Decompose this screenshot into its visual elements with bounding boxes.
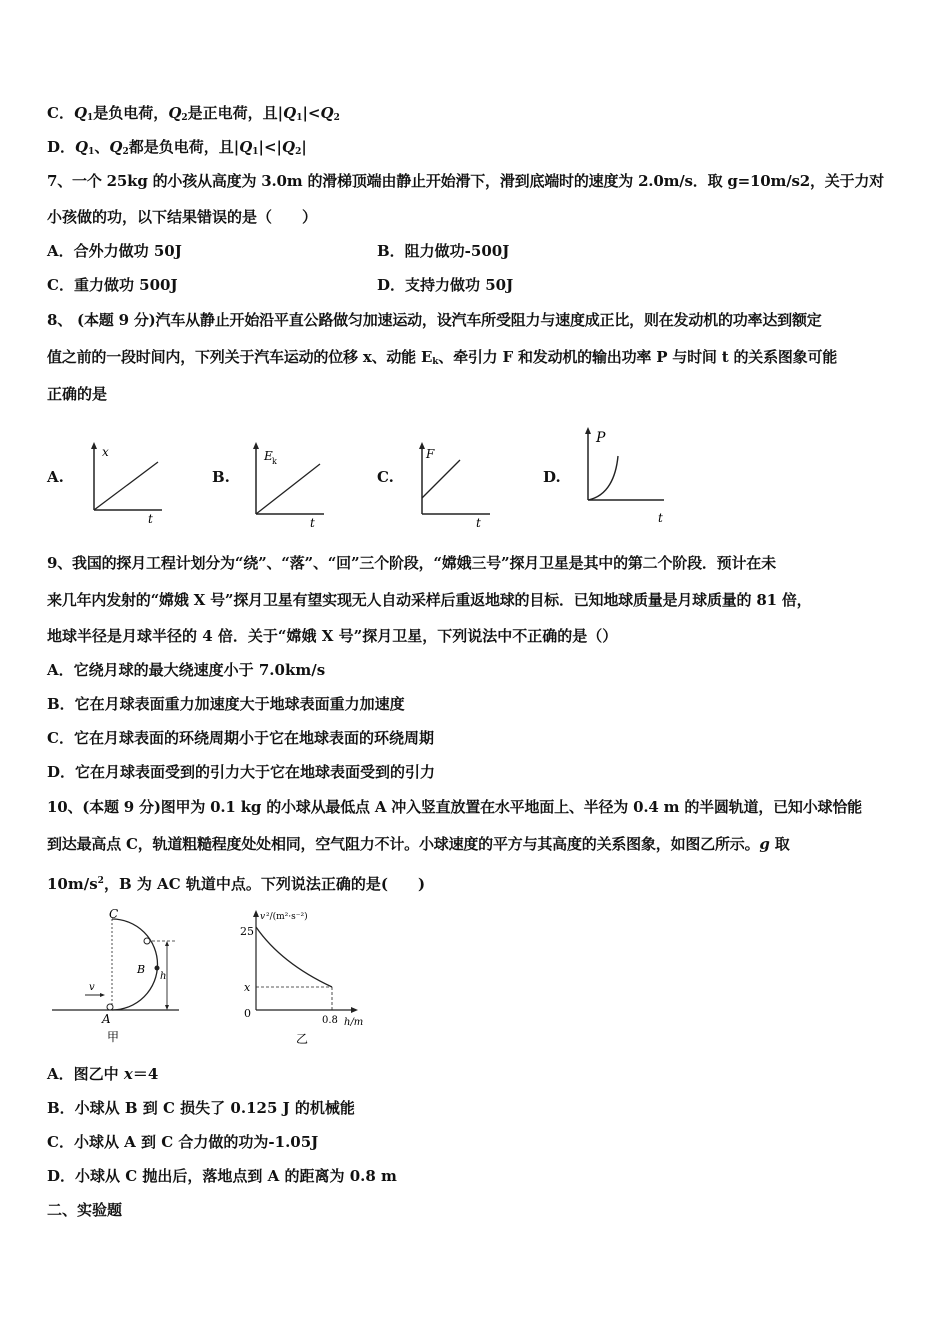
q10-yi-yunit: ²/(m²·s⁻²) xyxy=(266,912,308,922)
q8-graph-c-label: C. xyxy=(377,468,394,486)
q10-yi-ylabel: v xyxy=(260,912,266,922)
q6-option-d: D．$Q_1$、$Q_2$都是负电荷，且$|Q_1|<|Q_2|$ xyxy=(47,138,307,157)
q8-graph-d-xlabel: t xyxy=(658,511,663,525)
q8-graph-d-ylabel: P xyxy=(596,430,606,446)
q10-jia-caption: 甲 xyxy=(107,1030,120,1044)
q9-option-d: D．它在月球表面受到的引力大于它在地球表面受到的引力 xyxy=(47,763,436,781)
q10-stem-line3: $10m/s^2$，B 为 AC 轨道中点。下列说法正确的是( ) xyxy=(47,875,426,893)
q10-figure-yi xyxy=(232,905,382,1047)
q9-stem-line1: 9、我国的探月工程计划分为“绕”、“落”、“回”三个阶段，“嫦娥三号”探月卫星是其中的第二个阶段．预计在未 xyxy=(47,554,776,572)
q8-graph-b-ysub: k xyxy=(272,457,277,466)
q8-graph-c-xlabel: t xyxy=(476,516,481,530)
q10-stem-line1: 10、(本题 9 分)图甲为 0.1 kg 的小球从最低点 A 冲入竖直放置在水平地面上、半径为 0.4 m 的半圆轨道，已知小球恰能 xyxy=(47,798,862,816)
q10-jia-label-a: A xyxy=(102,1012,111,1026)
q8-graph-b xyxy=(244,440,334,530)
q10-jia-label-c: C xyxy=(109,907,119,921)
q9-option-c: C．它在月球表面的环绕周期小于它在地球表面的环绕周期 xyxy=(47,729,434,747)
q10-yi-tick-x: x xyxy=(244,981,251,994)
q8-stem-line2: 值之前的一段时间内，下列关于汽车运动的位移 x、动能 $E_k$、牵引力 F 和发动机的输出功率 P 与时间 t 的关系图象可能 xyxy=(47,348,838,367)
q7-option-a: A．合外力做功 50J xyxy=(47,242,182,260)
q8-graph-a-xlabel: t xyxy=(148,512,153,526)
q8-graph-b-label: B. xyxy=(212,468,230,486)
q10-option-b: B．小球从 B 到 C 损失了 0.125 J 的机械能 xyxy=(47,1099,355,1117)
q6-option-c: C．$Q_1$是负电荷，$Q_2$是正电荷，且$|Q_1|<Q_2$ xyxy=(47,104,340,123)
q9-option-b: B．它在月球表面重力加速度大于地球表面重力加速度 xyxy=(47,695,405,713)
q10-yi-tick-25: 25 xyxy=(240,925,254,938)
q8-graph-a xyxy=(82,440,172,528)
q8-graph-a-ylabel: x xyxy=(102,445,109,459)
q7-option-d: D．支持力做功 50J xyxy=(377,276,514,294)
q7-option-c: C．重力做功 500J xyxy=(47,276,178,294)
q10-yi-caption: 乙 xyxy=(296,1032,309,1046)
q8-stem-line3: 正确的是 xyxy=(47,385,108,403)
q8-graph-b-ylabel: E xyxy=(264,449,273,463)
q10-figure-jia xyxy=(47,905,197,1047)
q8-graph-a-label: A. xyxy=(47,468,64,486)
q10-jia-label-v: v xyxy=(89,982,95,993)
q8-graph-b-xlabel: t xyxy=(310,516,315,530)
section-heading: 二、实验题 xyxy=(47,1201,123,1219)
q10-jia-label-b: B xyxy=(137,963,146,976)
q8-graph-c-ylabel: F xyxy=(426,447,435,461)
q9-stem-line3: 地球半径是月球半径的 4 倍．关于“嫦娥 X 号”探月卫星，下列说法中不正确的是（） xyxy=(47,627,618,645)
q10-option-d: D．小球从 C 抛出后，落地点到 A 的距离为 0.8 m xyxy=(47,1167,397,1185)
q8-stem-line1: 8、 (本题 9 分)汽车从静止开始沿平直公路做匀加速运动，设汽车所受阻力与速度成正比，则在发动机的功率达到额定 xyxy=(47,311,822,329)
q8-graph-d-label: D. xyxy=(543,468,561,486)
q8-graph-c xyxy=(410,440,500,530)
q8-graph-d xyxy=(578,422,678,528)
q7-option-b: B．阻力做功-500J xyxy=(377,242,510,260)
q7-stem-line2: 小孩做的功，以下结果错误的是（ ） xyxy=(47,208,318,226)
q10-yi-xlabel: h/m xyxy=(344,1017,364,1028)
q10-option-a: A．图乙中 x＝4 xyxy=(47,1065,159,1083)
q10-yi-origin: 0 xyxy=(244,1007,251,1020)
q10-option-c: C．小球从 A 到 C 合力做的功为-1.05J xyxy=(47,1133,319,1151)
q7-stem-line1: 7、一个 25kg 的小孩从高度为 3.0m 的滑梯顶端由静止开始滑下，滑到底端时的速度为 2.0m/s．取 g=10m/s2，关于力对 xyxy=(47,172,884,190)
q9-stem-line2: 来几年内发射的“嫦娥 X 号”探月卫星有望实现无人自动采样后重返地球的目标．已知地球质量是月球质量的 81 倍， xyxy=(47,591,812,609)
q10-yi-tick-08: 0.8 xyxy=(322,1015,338,1026)
q10-stem-line2: 到达最高点 C，轨道粗糙程度处处相同，空气阻力不计。小球速度的平方与其高度的关系图象，如图乙所示。g 取 xyxy=(47,835,790,853)
q10-jia-label-h: h xyxy=(160,971,167,982)
q9-option-a: A．它绕月球的最大绕速度小于 7.0km/s xyxy=(47,661,326,679)
